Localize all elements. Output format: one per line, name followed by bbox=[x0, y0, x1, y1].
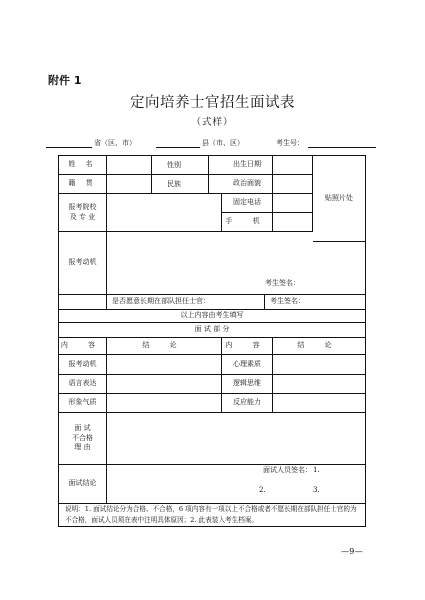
school-label-line2: 及 专 业 bbox=[69, 212, 96, 221]
fail-reason-line3: 理 由 bbox=[74, 443, 91, 452]
county-blank[interactable] bbox=[156, 147, 200, 148]
motive-label-tail bbox=[59, 295, 107, 310]
political-value[interactable] bbox=[273, 175, 313, 194]
filled-by-candidate: 以上内容由考生填写 bbox=[59, 310, 365, 323]
name-label: 姓 名 bbox=[59, 156, 107, 175]
gender-label: 性别 bbox=[167, 161, 181, 169]
signature2-label: 考生签名： bbox=[265, 295, 365, 310]
interviewer-1: 1. bbox=[313, 466, 320, 474]
conclusion-value[interactable] bbox=[107, 465, 365, 504]
willing-label: 是否愿意长期在部队担任士官： bbox=[107, 295, 265, 310]
landline-value[interactable] bbox=[273, 194, 313, 213]
reaction-item: 反应能力 bbox=[222, 394, 273, 413]
mobile-value[interactable] bbox=[273, 213, 313, 232]
birth-value[interactable] bbox=[273, 156, 313, 175]
birth-label: 出生日期 bbox=[222, 156, 273, 175]
psych-conclusion[interactable] bbox=[273, 355, 365, 375]
attachment-label: 附件 1 bbox=[48, 74, 82, 87]
col-content-2: 内 容 bbox=[222, 338, 273, 355]
ethnicity-label: 民族 bbox=[167, 180, 181, 188]
school-label bbox=[59, 194, 107, 232]
instructions-note: 说明：1. 面试结论分为合格、不合格，6 项内容有一项以上不合格或者不愿长期在部队担任士官的为不合格，面试人员须在表中注明具体原因；2. 此表装入考生档案。 bbox=[65, 505, 357, 524]
header-info-line bbox=[46, 136, 376, 150]
photo-area: 贴照片处 bbox=[313, 156, 365, 242]
origin-value[interactable] bbox=[107, 175, 152, 194]
logic-item: 逻辑思维 bbox=[222, 375, 273, 394]
reaction-conclusion[interactable] bbox=[273, 394, 365, 413]
province-label: 省（区、市） bbox=[94, 139, 136, 147]
signature-label: 考生签名： bbox=[265, 279, 300, 287]
form-subtitle: （式样） bbox=[191, 117, 234, 128]
fail-reason-label bbox=[59, 413, 107, 465]
psych-item: 心理素质 bbox=[222, 355, 273, 375]
logic-conclusion[interactable] bbox=[273, 375, 365, 394]
language-item: 语言表达 bbox=[59, 375, 107, 394]
county-label: 县（市、区） bbox=[202, 139, 244, 147]
mobile-label: 手 机 bbox=[222, 213, 273, 232]
language-conclusion[interactable] bbox=[107, 375, 222, 394]
conclusion-label: 面试结论 bbox=[59, 465, 107, 504]
col-conclusion-2: 结 论 bbox=[273, 338, 365, 355]
school-label-line1: 报考院校 bbox=[68, 203, 97, 212]
interviewer-sign-label: 面试人员签名： bbox=[263, 466, 312, 474]
interview-form-table bbox=[58, 155, 366, 527]
fail-reason-value[interactable] bbox=[107, 413, 365, 465]
motive-conclusion[interactable] bbox=[107, 355, 222, 375]
political-label: 政治面貌 bbox=[222, 175, 273, 194]
exam-no-blank[interactable] bbox=[308, 147, 376, 148]
motive-item: 报考动机 bbox=[59, 355, 107, 375]
form-title: 定向培养士官招生面试表 bbox=[130, 95, 295, 111]
interviewer-2: 2. bbox=[259, 486, 266, 494]
gender-spacer bbox=[209, 156, 222, 175]
name-value[interactable] bbox=[107, 156, 152, 175]
image-conclusion[interactable] bbox=[107, 394, 222, 413]
col-conclusion-1: 结 论 bbox=[107, 338, 222, 355]
exam-no-label: 考生号： bbox=[276, 139, 304, 147]
page-number: —9— bbox=[341, 547, 363, 556]
origin-label: 籍 贯 bbox=[59, 175, 107, 194]
motive-label: 报考动机 bbox=[59, 232, 107, 295]
school-value[interactable] bbox=[107, 194, 222, 232]
image-item: 形象气质 bbox=[59, 394, 107, 413]
ethnicity-spacer bbox=[209, 175, 222, 194]
col-content-1: 内 容 bbox=[59, 338, 107, 355]
interviewer-3: 3. bbox=[313, 486, 320, 494]
interview-section-title: 面 试 部 分 bbox=[59, 323, 365, 338]
motive-value-right bbox=[313, 242, 365, 295]
fail-reason-line1: 面 试 bbox=[74, 424, 91, 433]
province-blank[interactable] bbox=[46, 147, 92, 148]
landline-label: 固定电话 bbox=[222, 194, 273, 213]
fail-reason-line2: 不合格 bbox=[72, 433, 93, 442]
